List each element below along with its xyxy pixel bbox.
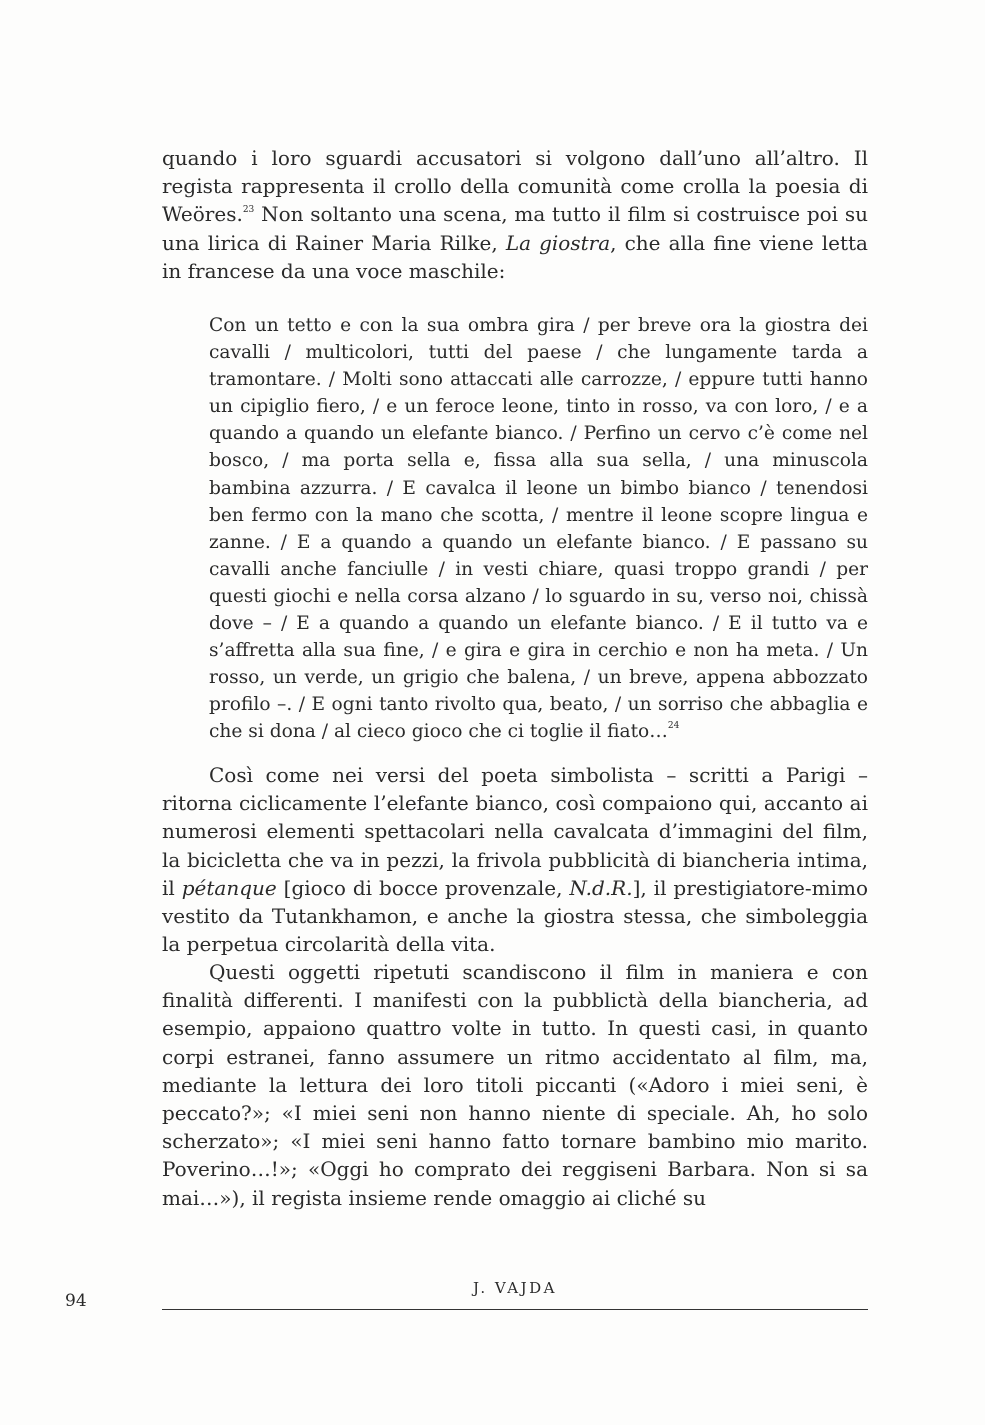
paragraph-1-text-end: , che alla fine viene letta in francese da una voce maschile: xyxy=(162,230,868,283)
footnote-marker-23: 23 xyxy=(242,205,255,216)
block-quote-poem xyxy=(209,312,868,746)
body-paragraph-3 xyxy=(162,958,868,1212)
footnote-marker-24: 24 xyxy=(667,721,680,732)
footer-rule xyxy=(162,1309,868,1310)
paragraph-2-text: Così come nei versi del poeta simbolista – scritti a Parigi – ritorna ciclicamente l’elefante bianco, così compaiono qui, accanto ai numerosi elementi spettacolari nella cavalcata d’immagini del film, la bicicletta che va in pezzi, la frivola pubblicità di biancheria intima, il xyxy=(162,763,868,900)
italic-term-ndr: N.d.R. xyxy=(569,875,633,900)
body-paragraph-2 xyxy=(162,761,868,958)
paragraph-1-text: quando i loro sguardi accusatori si volgono dall’uno all’altro. Il regista rappresenta il crollo della comunità come crolla la poesia di Weöres. xyxy=(162,146,868,227)
quote-text: Con un tetto e con la sua ombra gira / per breve ora la giostra dei cavalli / multicolori, tutti del paese / che lungamente tarda a tramontare. / Molti sono attaccati alle carrozze, / eppure tutti hanno un cipiglio fiero, / e un feroce leone, tinto in rosso, va con loro, / e a quando a quando un elefante bianco. / Perfino un cervo c’è come nel bosco, / ma porta sella e, fissa alla sua sella, / una minuscola bambina azzurra. / E cavalca il leone un bimbo bianco / tenendosi ben fermo con la mano che scotta, / mentre il leone scopre lingua e zanne. / E a quando a quando un elefante bianco. / E passano su cavalli anche fanciulle / in vesti chiare, quasi troppo grandi / per questi giochi e nella corsa alzano / lo sguardo in su, verso noi, chissà dove – / E a quando a quando un elefante bianco. / E il tutto va e s’affretta alla sua fine, / e gira e gira in cerchio e non ha meta. / Un rosso, un verde, un grigio che balena, / un breve, appena abbozzato profilo –. / E ogni tanto rivolto qua, beato, / un sorriso che abbaglia e che si dona / al cieco gioco che ci toglie il fiato… xyxy=(209,315,868,743)
running-head-author: J. VAJDA xyxy=(473,1279,557,1297)
paragraph-2-text-cont: [gioco di bocce provenzale, xyxy=(276,875,570,900)
italic-term-petanque: pétanque xyxy=(181,875,277,900)
page-number: 94 xyxy=(65,1291,87,1311)
body-paragraph-1 xyxy=(162,144,868,285)
paragraph-1-text-cont: Non soltanto una scena, ma tutto il film si costruisce poi su una lirica di Rainer Maria Rilke, xyxy=(162,202,868,255)
paragraph-2-text-end: ], il prestigiatore-mimo vestito da Tutankhamon, e anche la giostra stessa, che simboleggia la perpetua circolarità della vita. xyxy=(162,875,869,957)
paragraph-3-text: Questi oggetti ripetuti scandiscono il film in maniera e con finalità differenti. I manifesti con la pubblictà della biancheria, ad esempio, appaiono quattro volte in tutto. In questi casi, in quanto corpi estranei, fanno assumere un ritmo accidentato al film, ma, mediante la lettura dei loro titoli piccanti («Adoro i miei seni, è peccato?»; «I miei seni non hanno niente di speciale. Ah, ho solo scherzato»; «I miei seni hanno fatto tornare bambino mio marito. Poverino…!»; «Oggi ho comprato dei reggiseni Barbara. Non si sa mai…»), il regista insieme rende omaggio ai cliché su xyxy=(162,960,868,1210)
poem-title: La giostra xyxy=(505,230,611,255)
